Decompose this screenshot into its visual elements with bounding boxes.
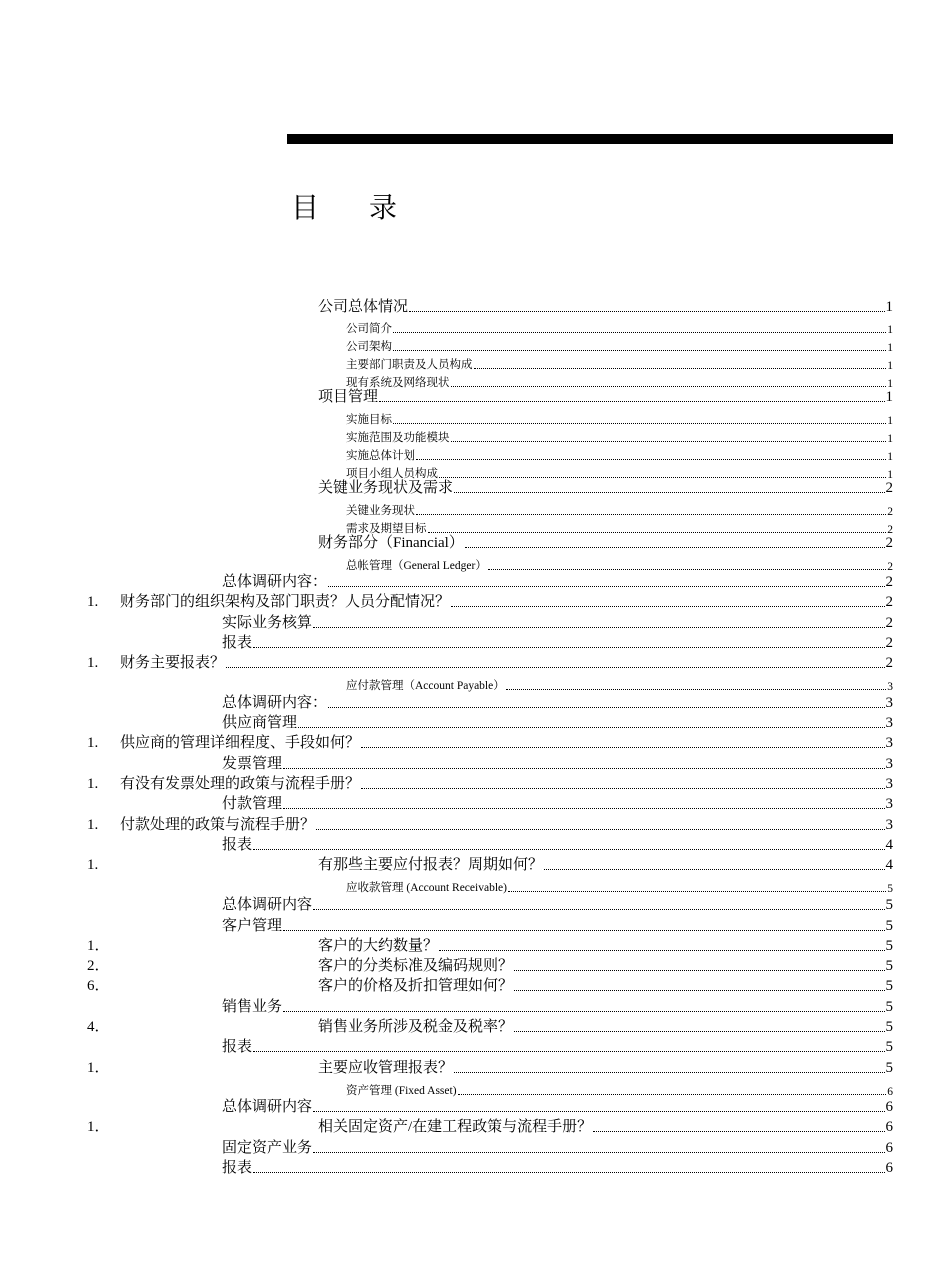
toc-entry-number: 4． <box>87 1019 110 1035</box>
toc-entry-text: 报表 <box>222 1039 253 1055</box>
toc-entry-text: 总体调研内容 <box>222 1099 313 1115</box>
toc-dot-leader <box>508 891 886 892</box>
toc-entry-text: 固定资产业务 <box>222 1140 313 1156</box>
toc-entry[interactable] <box>87 732 893 752</box>
toc-dot-leader <box>316 829 884 830</box>
toc-entry-page: 2 <box>885 594 893 610</box>
toc-entry-text: 现有系统及网络现状 <box>346 377 450 389</box>
toc-entry-text: 实施目标 <box>346 414 392 426</box>
toc-entry-page: 6 <box>885 1160 893 1176</box>
toc-dot-leader <box>328 707 884 708</box>
toc-dot-leader <box>313 909 884 910</box>
toc-entry[interactable] <box>222 793 893 813</box>
toc-entry-number: 1. <box>87 817 99 833</box>
toc-entry-page: 1 <box>887 342 893 354</box>
toc-entry[interactable] <box>222 571 893 591</box>
toc-entry-page: 3 <box>885 756 893 772</box>
page-title: 目录 <box>291 191 448 224</box>
toc-entry-page: 2 <box>885 655 893 671</box>
toc-entry-text: 财务部门的组织架构及部门职责？人员分配情况？ <box>120 594 451 610</box>
toc-entry[interactable] <box>87 935 893 955</box>
toc-dot-leader <box>488 569 886 570</box>
toc-entry[interactable] <box>346 553 893 573</box>
toc-entry-page: 5 <box>887 883 893 895</box>
toc-entry[interactable] <box>222 712 893 732</box>
header-rule <box>287 134 893 144</box>
toc-entry-number: 1. <box>87 857 99 873</box>
toc-dot-leader <box>283 1011 884 1012</box>
toc-entry-page: 1 <box>887 433 893 445</box>
toc-dot-leader <box>514 990 884 991</box>
toc-dot-leader <box>253 1051 884 1052</box>
toc-entry[interactable] <box>87 1057 893 1077</box>
toc-entry[interactable] <box>346 1078 893 1098</box>
toc-entry[interactable] <box>87 854 893 874</box>
toc-dot-leader <box>283 808 884 809</box>
toc-entry[interactable] <box>318 386 893 406</box>
toc-entry-page: 2 <box>887 561 893 573</box>
toc-dot-leader <box>416 514 886 515</box>
toc-entry-text: 供应商的管理详细程度、手段如何？ <box>120 735 361 751</box>
toc-dot-leader <box>593 1131 884 1132</box>
toc-entry-text: 项目管理 <box>318 389 379 405</box>
toc-dot-leader <box>379 401 884 402</box>
toc-entry-page: 5 <box>885 1060 893 1076</box>
toc-entry-text: 销售业务所涉及税金及税率？ <box>318 1019 514 1035</box>
toc-entry[interactable] <box>87 652 893 672</box>
toc-dot-leader <box>226 667 884 668</box>
toc-entry-page: 1 <box>887 451 893 463</box>
toc-entry-page: 2 <box>885 574 893 590</box>
toc-dot-leader <box>253 849 884 850</box>
toc-entry-number: 1． <box>87 1060 110 1076</box>
toc-entry[interactable] <box>222 632 893 652</box>
toc-entry-page: 4 <box>885 857 893 873</box>
toc-entry-text: 项目小组人员构成 <box>346 468 438 480</box>
toc-dot-leader <box>439 950 884 951</box>
toc-dot-leader <box>454 1072 884 1073</box>
toc-entry-page: 3 <box>885 715 893 731</box>
toc-entry[interactable] <box>222 1157 893 1177</box>
toc-entry[interactable] <box>222 996 893 1016</box>
toc-dot-leader <box>361 788 884 789</box>
toc-dot-leader <box>544 869 884 870</box>
toc-entry-text: 报表 <box>222 837 253 853</box>
toc-entry-page: 1 <box>887 415 893 427</box>
toc-entry-text: 有没有发票处理的政策与流程手册？ <box>120 776 361 792</box>
toc-entry[interactable] <box>87 955 893 975</box>
toc-entry-page: 6 <box>887 1086 893 1098</box>
toc-entry[interactable] <box>222 894 893 914</box>
toc-entry[interactable] <box>346 316 893 336</box>
toc-entry-page: 3 <box>885 796 893 812</box>
toc-dot-leader <box>416 459 886 460</box>
toc-entry-number: 2． <box>87 958 110 974</box>
toc-entry-page: 1 <box>887 360 893 372</box>
toc-entry-text: 总体调研内容 <box>222 897 313 913</box>
toc-entry-text: 应收款管理 (Account Receivable) <box>346 882 507 894</box>
toc-entry-page: 3 <box>885 776 893 792</box>
toc-entry-page: 5 <box>885 978 893 994</box>
toc-entry-text: 资产管理 (Fixed Asset) <box>346 1085 457 1097</box>
toc-entry-page: 1 <box>887 324 893 336</box>
toc-entry-number: 1. <box>87 776 99 792</box>
toc-entry-text: 财务主要报表？ <box>120 655 226 671</box>
toc-entry[interactable] <box>318 477 893 497</box>
toc-entry-text: 客户的分类标准及编码规则？ <box>318 958 514 974</box>
toc-entry-page: 6 <box>885 1140 893 1156</box>
toc-entry[interactable] <box>346 334 893 354</box>
toc-dot-leader <box>298 727 884 728</box>
toc-entry-text: 主要应收管理报表？ <box>318 1060 454 1076</box>
toc-entry-page: 3 <box>885 735 893 751</box>
toc-dot-leader <box>361 747 884 748</box>
toc-entry[interactable] <box>222 1096 893 1116</box>
toc-entry-text: 实际业务核算 <box>222 615 313 631</box>
toc-entry-text: 总体调研内容： <box>222 574 328 590</box>
toc-dot-leader <box>283 768 884 769</box>
toc-entry-page: 6 <box>885 1099 893 1115</box>
toc-dot-leader <box>458 1094 887 1095</box>
toc-entry-page: 1 <box>887 469 893 481</box>
toc-dot-leader <box>393 332 886 333</box>
toc-entry-number: 1. <box>87 594 99 610</box>
toc-entry-text: 客户管理 <box>222 918 283 934</box>
toc-entry[interactable] <box>346 443 893 463</box>
toc-entry-text: 公司架构 <box>346 341 392 353</box>
toc-entry[interactable] <box>346 673 893 693</box>
toc-entry-text: 报表 <box>222 1160 253 1176</box>
toc-entry-text: 付款管理 <box>222 796 283 812</box>
toc-entry-text: 付款处理的政策与流程手册？ <box>120 817 316 833</box>
toc-entry[interactable] <box>87 591 893 611</box>
toc-entry-text: 实施范围及功能模块 <box>346 432 450 444</box>
toc-dot-leader <box>506 689 887 690</box>
toc-entry-page: 5 <box>885 999 893 1015</box>
toc-entry-page: 2 <box>885 480 893 496</box>
toc-entry-text: 发票管理 <box>222 756 283 772</box>
toc-entry-page: 1 <box>885 299 893 315</box>
toc-entry[interactable] <box>346 875 893 895</box>
toc-entry-page: 4 <box>885 837 893 853</box>
toc-dot-leader <box>514 1031 884 1032</box>
toc-entry[interactable] <box>346 425 893 445</box>
toc-entry-page: 2 <box>887 506 893 518</box>
toc-entry-page: 1 <box>885 389 893 405</box>
toc-entry-number: 6． <box>87 978 110 994</box>
toc-entry-text: 客户的价格及折扣管理如何？ <box>318 978 514 994</box>
toc-entry[interactable] <box>318 296 893 316</box>
toc-entry[interactable] <box>318 532 893 552</box>
toc-entry-text: 销售业务 <box>222 999 283 1015</box>
toc-entry[interactable] <box>87 1016 893 1036</box>
toc-dot-leader <box>313 627 884 628</box>
toc-entry-text: 总体调研内容： <box>222 695 328 711</box>
toc-entry[interactable] <box>222 692 893 712</box>
toc-dot-leader <box>283 930 884 931</box>
toc-dot-leader <box>393 350 886 351</box>
toc-entry-text: 公司总体情况 <box>318 299 409 315</box>
toc-entry-page: 2 <box>885 535 893 551</box>
toc-entry-text: 关键业务现状 <box>346 505 415 517</box>
toc-entry-page: 5 <box>885 958 893 974</box>
toc-entry[interactable] <box>222 1036 893 1056</box>
toc-entry-page: 5 <box>885 918 893 934</box>
toc-entry[interactable] <box>222 1137 893 1157</box>
toc-entry-text: 需求及期望目标 <box>346 523 427 535</box>
toc-entry-number: 1. <box>87 655 99 671</box>
toc-dot-leader <box>514 970 884 971</box>
toc-entry-page: 5 <box>885 938 893 954</box>
toc-entry-page: 2 <box>885 635 893 651</box>
toc-entry-page: 2 <box>887 524 893 536</box>
toc-entry[interactable] <box>346 498 893 518</box>
toc-entry-page: 2 <box>885 615 893 631</box>
toc-entry-text: 报表 <box>222 635 253 651</box>
toc-entry[interactable] <box>222 915 893 935</box>
toc-entry-text: 公司简介 <box>346 323 392 335</box>
toc-dot-leader <box>253 647 884 648</box>
toc-entry[interactable] <box>87 814 893 834</box>
toc-dot-leader <box>328 586 884 587</box>
toc-entry-text: 主要部门职责及人员构成 <box>346 359 473 371</box>
toc-entry-text: 相关固定资产/在建工程政策与流程手册？ <box>318 1119 593 1135</box>
toc-entry-page: 3 <box>885 817 893 833</box>
toc-entry-number: 1． <box>87 1119 110 1135</box>
toc-entry-text: 客户的大约数量？ <box>318 938 439 954</box>
toc-entry-number: 1． <box>87 938 110 954</box>
toc-entry[interactable] <box>87 975 893 995</box>
toc-entry-text: 财务部分（Financial） <box>318 535 464 551</box>
toc-entry-text: 应付款管理（Account Payable） <box>346 680 505 692</box>
toc-entry-text: 实施总体计划 <box>346 450 415 462</box>
toc-entry-page: 6 <box>885 1119 893 1135</box>
toc-dot-leader <box>465 547 885 548</box>
toc-entry-page: 3 <box>887 681 893 693</box>
toc-entry-page: 5 <box>885 1039 893 1055</box>
toc-entry-page: 3 <box>885 695 893 711</box>
toc-dot-leader <box>393 423 886 424</box>
toc-entry-page: 1 <box>887 378 893 390</box>
toc-entry-page: 5 <box>885 1019 893 1035</box>
toc-dot-leader <box>454 492 884 493</box>
toc-entry[interactable] <box>222 612 893 632</box>
toc-dot-leader <box>451 606 884 607</box>
toc-dot-leader <box>313 1111 884 1112</box>
toc-dot-leader <box>253 1172 884 1173</box>
toc-entry[interactable] <box>87 773 893 793</box>
toc-dot-leader <box>474 368 887 369</box>
toc-entry[interactable] <box>87 1116 893 1136</box>
toc-dot-leader <box>451 441 887 442</box>
toc-entry-text: 有那些主要应付报表？周期如何？ <box>318 857 544 873</box>
toc-dot-leader <box>313 1152 884 1153</box>
toc-entry-number: 1. <box>87 735 99 751</box>
toc-entry-page: 5 <box>885 897 893 913</box>
toc-entry-text: 总帐管理（General Ledger） <box>346 560 487 572</box>
toc-entry-text: 供应商管理 <box>222 715 298 731</box>
toc-entry[interactable] <box>222 834 893 854</box>
toc-entry-text: 关键业务现状及需求 <box>318 480 454 496</box>
toc-entry[interactable] <box>346 407 893 427</box>
toc-dot-leader <box>409 311 884 312</box>
toc-entry[interactable] <box>346 352 893 372</box>
toc-entry[interactable] <box>222 753 893 773</box>
